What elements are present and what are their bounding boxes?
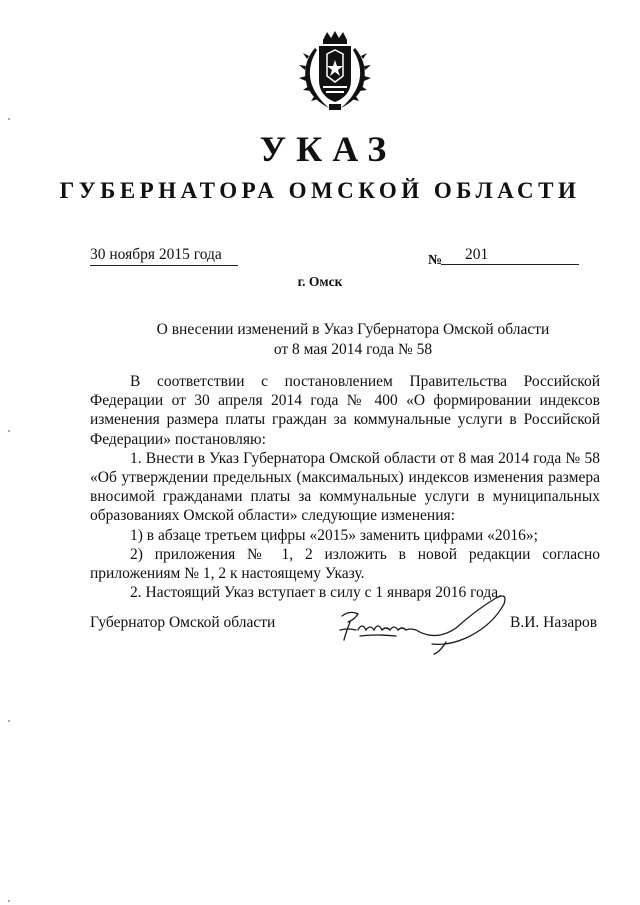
subject-line-1: О внесении изменений в Указ Губернатора Омской области <box>156 321 550 338</box>
preamble-paragraph: В соответствии с постановлением Правительства Российской Федерации от 30 апреля 2014 года № 400 «О формировании индексов изменения размера платы граждан за коммунальные услуги в Российской Федерации» постановляю: <box>90 373 600 448</box>
document-city: г. Омск <box>297 274 343 289</box>
signatory-name: В.И. Назаров <box>510 614 598 631</box>
document-subtitle: ГУБЕРНАТОРА ОМСКОЙ ОБЛАСТИ <box>59 178 581 203</box>
margin-mark <box>8 720 10 722</box>
margin-mark <box>8 900 10 902</box>
margin-mark <box>8 430 10 432</box>
item-1-2-paragraph: 2) приложения № 1, 2 изложить в новой редакции согласно приложениям № 1, 2 к настоящему Указу. <box>90 545 600 583</box>
number-label: № <box>428 253 443 268</box>
document-date: 30 ноября 2015 года <box>90 246 238 266</box>
subject-line-2: от 8 мая 2014 года № 58 <box>273 341 433 358</box>
item-2-paragraph: 2. Настоящий Указ вступает в силу с 1 января 2016 года. <box>130 584 502 602</box>
signatory-position: Губернатор Омской области <box>90 614 276 631</box>
coat-of-arms-icon <box>293 30 377 114</box>
document-number: 201 <box>441 246 579 265</box>
handwritten-signature <box>336 586 512 656</box>
item-1-paragraph: 1. Внести в Указ Губернатора Омской области от 8 мая 2014 года № 58 «Об утверждении предельных (максимальных) индексов изменения размера вносимой гражданами платы за коммунальные услуги в муниципальных образованиях Омской области» следующие изменения: <box>90 449 600 525</box>
document-subject <box>80 320 600 360</box>
item-1-1-paragraph: 1) в абзаце третьем цифры «2015» заменить цифрами «2016»; <box>130 526 538 544</box>
document-title: УКАЗ <box>259 129 397 169</box>
margin-mark <box>8 118 10 120</box>
document-body <box>90 372 600 602</box>
